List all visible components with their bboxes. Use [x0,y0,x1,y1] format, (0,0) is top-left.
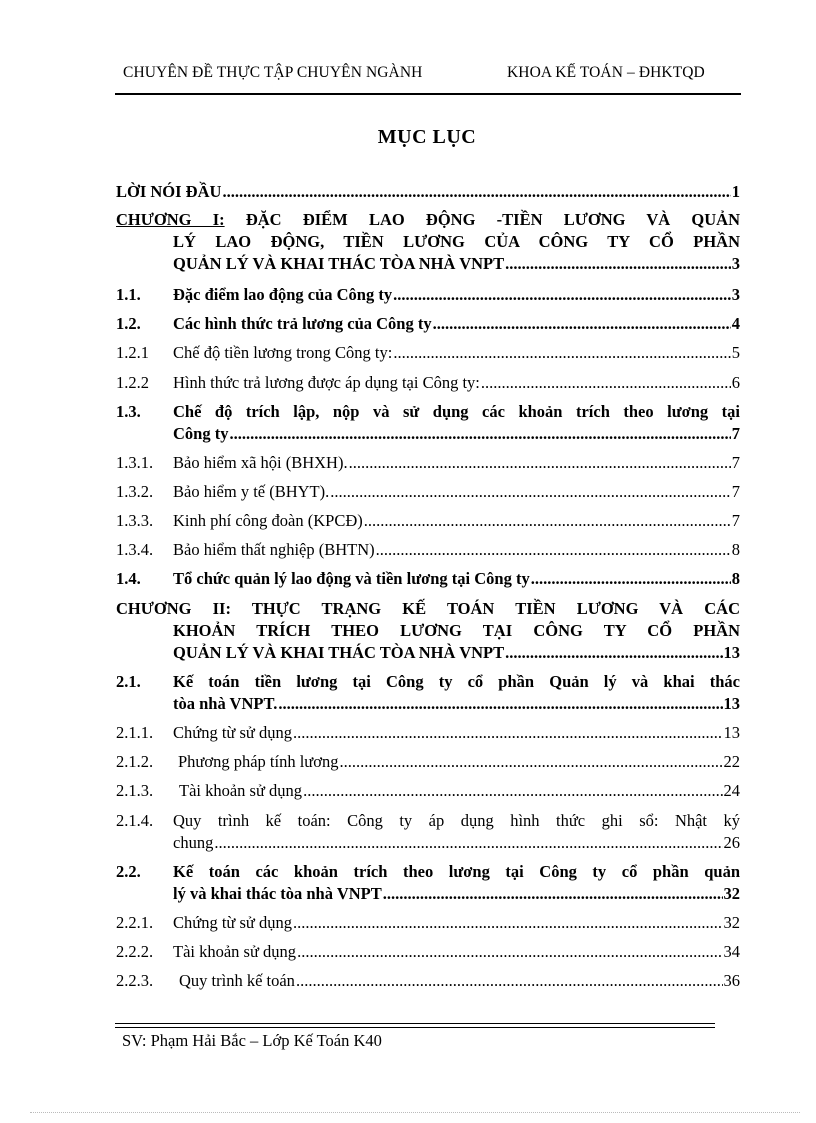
toc-entry-text-line2: tòa nhà VNPT. [173,694,278,713]
toc-chapter-first-line [116,598,740,620]
toc-chapter-title-line1: ĐẶC ĐIỂM LAO ĐỘNG -TIỀN LƯƠNG VÀ QUẢN [245,210,740,229]
page-bottom-border [30,1112,800,1113]
toc-entry-text: Các hình thức trả lương của Công ty [173,314,432,333]
toc-entry-text: Tài khoản sử dụng [173,942,297,961]
toc-entry-number: 1.4. [116,569,141,588]
toc-leader-dots [433,313,731,335]
toc-leader-dots [339,751,722,773]
toc-leader-dots [229,423,730,445]
toc-entry-number: 2.2.3. [116,971,154,990]
page-title: MỤC LỤC [377,126,477,148]
toc-page-number: 8 [731,540,740,559]
toc-leader-dots [364,510,731,532]
toc-page-number: 7 [731,482,740,501]
toc-entry-text-line2: chung [173,833,214,852]
toc-entry-number: 1.2.2 [116,373,149,392]
toc-page-number: 8 [731,569,740,588]
toc-leader-dots [296,970,723,992]
toc-entry-number: 2.2.2. [116,942,154,961]
toc-page-number: 5 [731,343,740,362]
toc-leader-dots [505,253,731,275]
toc-leader-dots [297,941,722,963]
toc-page-number: 7 [731,511,740,530]
toc-entry-text: Chứng từ sử dụng [173,723,292,742]
toc-entry-number: 1.3.2. [116,482,154,501]
toc-leader-dots [393,284,731,306]
toc-entry-text-line1: Quy trình kế toán: Công ty áp dụng hình thức ghi sổ: Nhật ký [173,811,740,830]
toc-entry-number: 2.1.3. [116,781,154,800]
toc-page-number: 32 [723,884,740,903]
toc-leader-dots [222,181,730,203]
toc-entry-number: 1.2.1 [116,343,149,362]
toc-entry-text: Đặc điểm lao động của Công ty [173,285,393,304]
header-left: CHUYÊN ĐỀ THỰC TẬP CHUYÊN NGÀNH [123,64,423,81]
toc-entry-number: 1.3.1. [116,453,154,472]
header-right: KHOA KẾ TOÁN – ĐHKTQD [507,64,705,81]
toc-entry-number: 1.3.4. [116,540,154,559]
toc-page-number: 3 [731,285,740,304]
toc-entry-text-line1: Chế độ trích lập, nộp và sử dụng các khoản trích theo lương tại [173,402,740,421]
toc-entry-1-3[interactable] [115,401,740,445]
toc-chapter-first-line [116,209,740,231]
toc-leader-dots [278,693,722,715]
toc-entry-text: Tổ chức quản lý lao động và tiền lương tại Công ty [173,569,530,588]
toc-chapter-label: CHƯƠNG II: [116,599,231,618]
toc-entry-number: 2.1. [116,672,141,691]
toc-entry-2-2[interactable] [115,861,740,905]
toc-page-number: 3 [731,254,740,273]
toc-entry-number: 2.1.2. [116,752,154,771]
toc-leader-dots [383,883,723,905]
page-footer: SV: Phạm Hải Bắc – Lớp Kế Toán K40 [122,1031,382,1050]
toc-entry-number: 2.1.1. [116,723,154,742]
toc-entry-text: Kinh phí công đoàn (KPCĐ) [173,511,363,530]
toc-leader-dots [293,722,723,744]
toc-leader-dots [505,642,722,664]
toc-entry-text: Chứng từ sử dụng [173,913,292,932]
toc-page-number: 24 [723,781,740,800]
toc-leader-dots [349,452,731,474]
toc-page-number: 7 [731,453,740,472]
toc-page-number: 34 [723,942,740,961]
toc-entry-text: LỜI NÓI ĐẦU [116,182,222,201]
toc-page-number: 4 [731,314,740,333]
toc-entry-text: Chế độ tiền lương trong Công ty: [173,343,393,362]
toc-entry-text: Bảo hiểm xã hội (BHXH). [173,453,348,472]
toc-leader-dots [303,780,722,802]
toc-entry-number: 2.2. [116,862,141,881]
toc-page-number: 7 [731,424,740,443]
toc-entry-number: 1.1. [116,285,141,304]
toc-entry-chapter-1[interactable] [115,209,740,275]
toc-entry-text-line2: lý và khai thác tòa nhà VNPT [173,884,382,903]
toc-entry-text-line1: Kế toán tiền lương tại Công ty cổ phần Quản lý và khai thác [173,672,740,691]
toc-leader-dots [376,539,731,561]
toc-page-number: 22 [723,752,740,771]
toc-entry-text: Quy trình kế toán [179,971,295,990]
toc-leader-dots [481,372,731,394]
toc-page-number: 32 [723,913,740,932]
toc-entry-text: Tài khoản sử dụng [179,781,303,800]
toc-chapter-title-line3: QUẢN LÝ VÀ KHAI THÁC TÒA NHÀ VNPT [173,643,505,662]
toc-chapter-title-line1: THỰC TRẠNG KẾ TOÁN TIỀN LƯƠNG VÀ CÁC [251,599,740,618]
toc-entry-text: Bảo hiểm y tế (BHYT). [173,482,330,501]
toc-entry-text: Phương pháp tính lương [178,752,339,771]
toc-leader-dots [531,568,731,590]
toc-page-number: 6 [731,373,740,392]
toc-chapter-title-line2: KHOẢN TRÍCH THEO LƯƠNG TẠI CÔNG TY CỔ PHẦN [173,621,740,640]
toc-entry-2-1[interactable] [115,671,740,715]
page-header [116,64,740,84]
toc-page-number: 13 [723,694,740,713]
toc-entry-text-line2: Công ty [173,424,229,443]
toc-entry-number: 1.3. [116,402,141,421]
toc-entry-chapter-2[interactable] [115,598,740,664]
toc-entry-2-1-4[interactable] [115,810,740,854]
toc-entry-text: Hình thức trả lương được áp dụng tại Công ty: [173,373,480,392]
toc-entry-number: 1.3.3. [116,511,154,530]
toc-entry-number: 2.2.1. [116,913,154,932]
toc-leader-dots [330,481,730,503]
toc-page-number: 26 [723,833,740,852]
header-rule [115,93,741,95]
toc-entry-number: 2.1.4. [116,811,154,830]
toc-page-number: 36 [723,971,740,990]
toc-chapter-label: CHƯƠNG I: [116,210,225,229]
toc-page-number: 1 [731,182,740,201]
toc-leader-dots [393,342,730,364]
toc-chapter-title-line3: QUẢN LÝ VÀ KHAI THÁC TÒA NHÀ VNPT [173,254,505,273]
footer-rule-bottom [115,1027,715,1028]
toc-page-number: 13 [723,723,740,742]
toc-leader-dots [293,912,723,934]
toc-leader-dots [214,832,722,854]
toc-chapter-title-line2: LÝ LAO ĐỘNG, TIỀN LƯƠNG CỦA CÔNG TY CỔ PHẦN [173,232,740,251]
toc-page-number: 13 [723,643,740,662]
toc-entry-text: Bảo hiểm thất nghiệp (BHTN) [173,540,375,559]
toc-entry-text-line1: Kế toán các khoản trích theo lương tại Công ty cổ phần quản [173,862,740,881]
footer-rule-top [115,1023,715,1024]
toc-entry-number: 1.2. [116,314,141,333]
